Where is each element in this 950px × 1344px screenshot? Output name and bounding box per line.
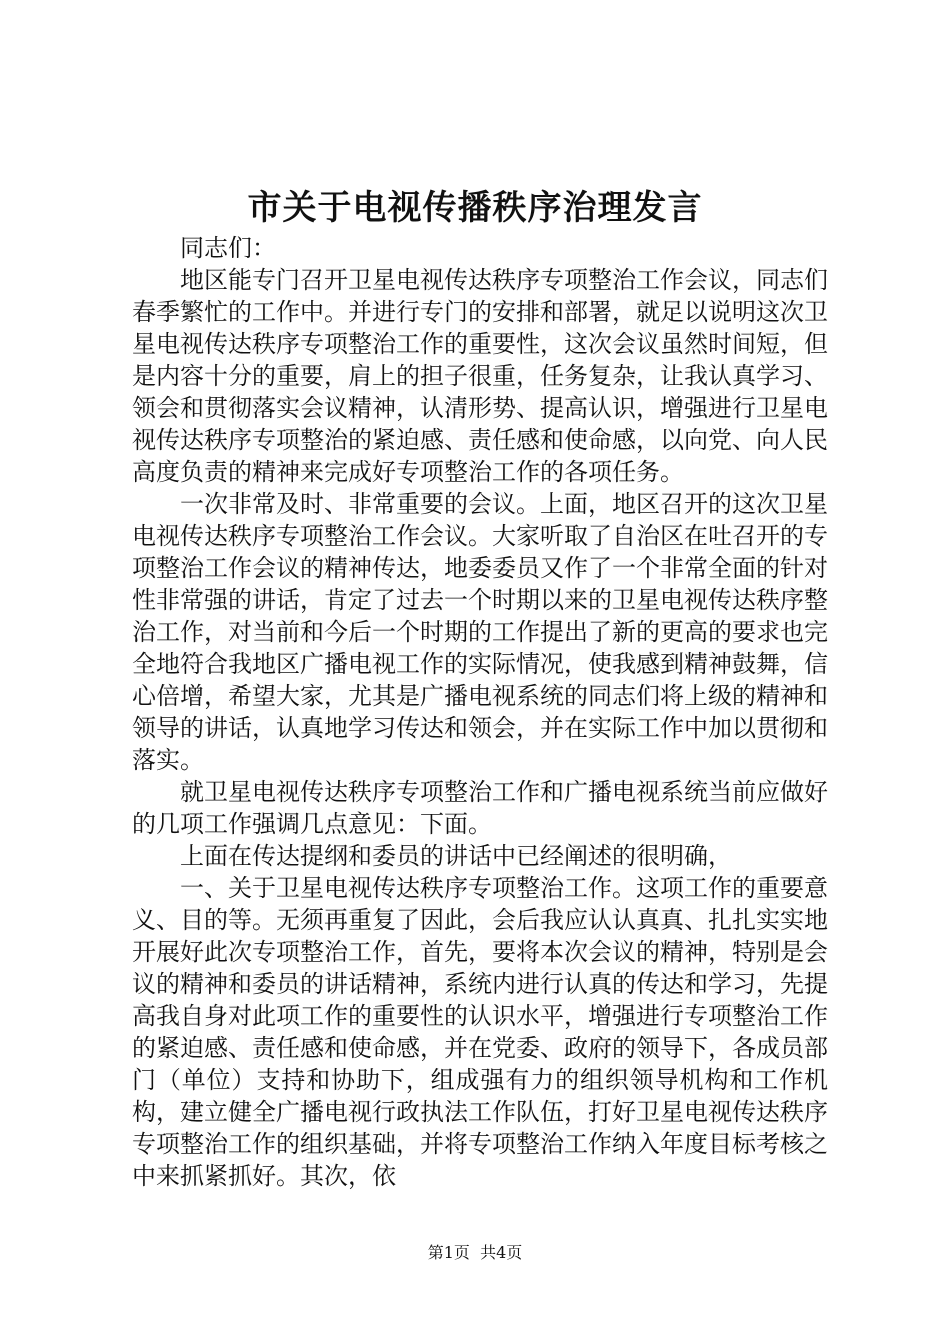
document-body bbox=[132, 232, 828, 1192]
salutation: 同志们： bbox=[180, 234, 276, 262]
paragraph: 上面在传达提纲和委员的讲话中已经阐述的很明确， bbox=[180, 842, 732, 870]
paragraph: 就卫星电视传达秩序专项整治工作和广播电视系统当前应做好的几项工作强调几点意见：下面。 bbox=[132, 778, 828, 838]
page-number-footer: 第1页 共4页 bbox=[427, 1243, 523, 1262]
paragraph: 一、关于卫星电视传达秩序专项整治工作。这项工作的重要意义、目的等。无须再重复了因此，会后我应认认真真、扎扎实实地开展好此次专项整治工作，首先，要将本次会议的精神，特别是会议的精神和委员的讲话精神，系统内进行认真的传达和学习，先提高我自身对此项工作的重要性的认识水平，增强进行专项整治工作的紧迫感、责任感和使命感，并在党委、政府的领导下，各成员部门（单位）支持和协助下，组成强有力的组织领导机构和工作机构，建立健全广播电视行政执法工作队伍，打好卫星电视传达秩序专项整治工作的组织基础，并将专项整治工作纳入年度目标考核之中来抓紧抓好。其次，依 bbox=[132, 874, 828, 1190]
paragraph: 地区能专门召开卫星电视传达秩序专项整治工作会议，同志们春季繁忙的工作中。并进行专门的安排和部署，就足以说明这次卫星电视传达秩序专项整治工作的重要性，这次会议虽然时间短，但是内容十分的重要，肩上的担子很重，任务复杂，让我认真学习、领会和贯彻落实会议精神，认清形势、提高认识，增强进行卫星电视传达秩序专项整治的紧迫感、责任感和使命感，以向党、向人民高度负责的精神来完成好专项整治工作的各项任务。 bbox=[132, 266, 828, 486]
paragraph: 一次非常及时、非常重要的会议。上面，地区召开的这次卫星电视传达秩序专项整治工作会议。大家听取了自治区在吐召开的专项整治工作会议的精神传达，地委委员又作了一个非常全面的针对性非常强的讲话，肯定了过去一个时期以来的卫星电视传达秩序整治工作，对当前和今后一个时期的工作提出了新的更高的要求也完全地符合我地区广播电视工作的实际情况，使我感到精神鼓舞，信心倍增，希望大家，尤其是广播电视系统的同志们将上级的精神和领导的讲话，认真地学习传达和领会，并在实际工作中加以贯彻和落实。 bbox=[132, 490, 828, 774]
document-title: 市关于电视传播秩序治理发言 bbox=[247, 188, 703, 228]
